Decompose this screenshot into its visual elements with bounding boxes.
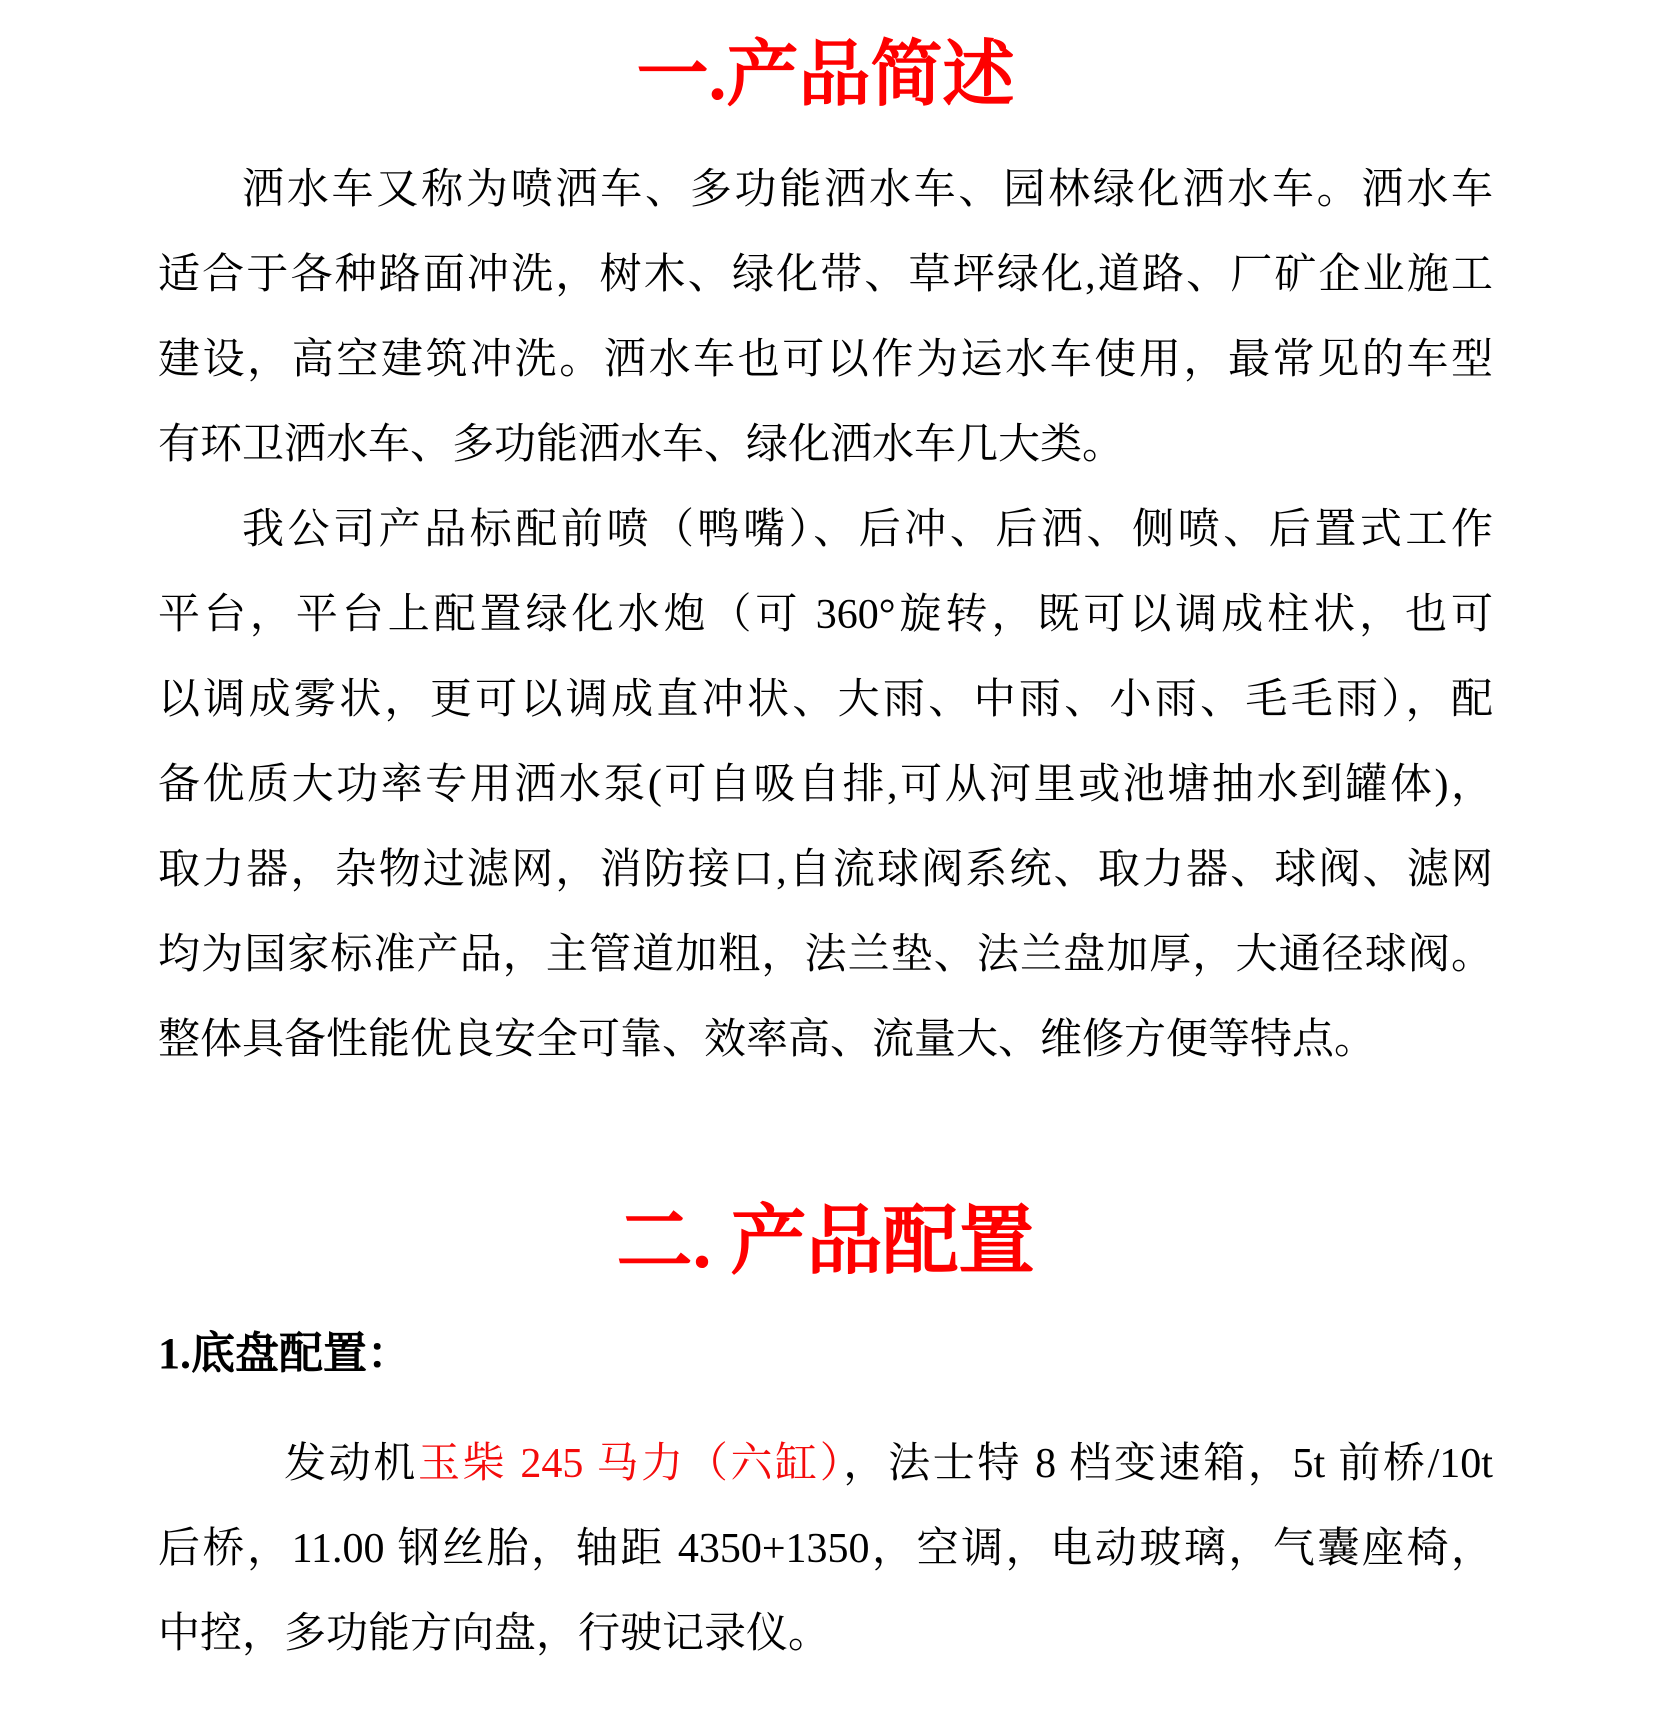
text-line (158, 1422, 1493, 1507)
paragraph (158, 1422, 1493, 1677)
paragraph (158, 148, 1493, 488)
chassis-config-heading: 1.底盘配置： (158, 1329, 411, 1378)
text-line: 有环卫洒水车、多功能洒水车、绿化洒水车几大类。 (158, 422, 1125, 468)
text-line: 洒水车又称为喷洒车、多功能洒水车、园林绿化洒水车。洒水车 (242, 167, 1493, 213)
text-line: 以调成雾状，更可以调成直冲状、大雨、中雨、小雨、毛毛雨），配 (158, 677, 1493, 723)
text-line: 平台，平台上配置绿化水炮（可 360°旋转，既可以调成柱状，也可 (158, 592, 1493, 638)
text-line: 均为国家标准产品，主管道加粗，法兰垫、法兰盘加厚，大通径球阀。 (158, 932, 1493, 978)
text-line: 备优质大功率专用洒水泵(可自吸自排,可从河里或池塘抽水到罐体)， (158, 762, 1493, 808)
text-line: 我公司产品标配前喷（鸭嘴）、后冲、后洒、侧喷、后置式工作 (242, 507, 1493, 553)
text-segment: 发动机 (284, 1441, 418, 1487)
overview-paragraphs (158, 148, 1493, 1083)
text-line: 适合于各种路面冲洗，树木、绿化带、草坪绿化,道路、厂矿企业施工 (158, 252, 1493, 298)
config-paragraphs (158, 1422, 1493, 1677)
text-line: 建设，高空建筑冲洗。洒水车也可以作为运水车使用，最常见的车型 (158, 337, 1493, 383)
section-title-product-overview: 一.产品简述 (636, 35, 1015, 115)
section-title-product-config: 二. 产品配置 (616, 1200, 1035, 1284)
text-line: 中控，多功能方向盘，行驶记录仪。 (158, 1611, 831, 1657)
text-line: 后桥，11.00 钢丝胎，轴距 4350+1350，空调，电动玻璃，气囊座椅， (158, 1526, 1493, 1572)
highlight-red-text: 玉柴 245 马力（六缸） (417, 1441, 844, 1487)
document-page (0, 30, 1654, 1715)
paragraph (158, 488, 1493, 1083)
text-segment: ，法士特 8 档变速箱，5t 前桥/10t (843, 1441, 1493, 1487)
text-line: 取力器，杂物过滤网，消防接口,自流球阀系统、取力器、球阀、滤网 (158, 847, 1493, 893)
text-line: 整体具备性能优良安全可靠、效率高、流量大、维修方便等特点。 (158, 1017, 1377, 1063)
